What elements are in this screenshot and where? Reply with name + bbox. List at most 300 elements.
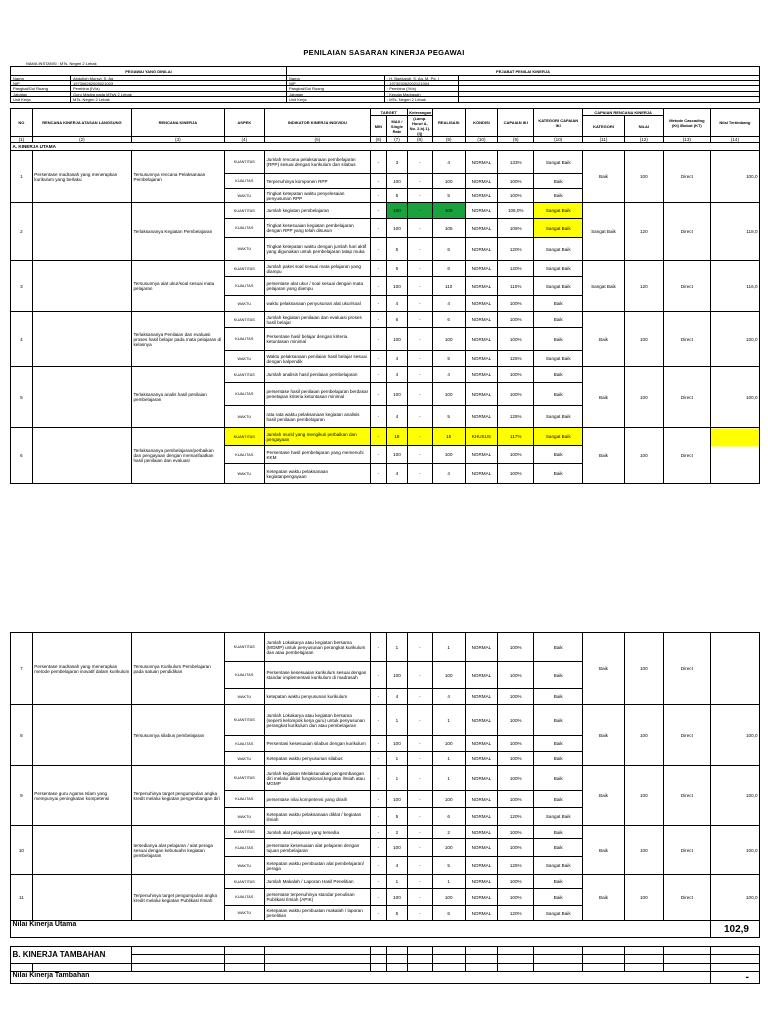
indikator-cell: Jumlah murid yang mengikuti perbaikan dan pengayaan <box>264 428 370 446</box>
nilai-rencana: 100 <box>624 766 663 826</box>
metode-cascading: Direct <box>663 633 710 705</box>
rencana-atasan <box>32 203 131 261</box>
kategori-capaian-cell: Sangat Baik <box>534 261 583 277</box>
keterangan-cell: - <box>407 826 432 839</box>
aspek-cell: KUALITAS <box>224 383 264 406</box>
kondisi-cell: NORMAL <box>465 736 498 752</box>
indikator-cell: Jumlah paket soal sesuai mata pelajaran yang diampu <box>264 261 370 277</box>
aspek-cell: KUANTITAS <box>224 261 264 277</box>
capaian-cell: 100% <box>498 752 534 766</box>
indikator-cell: Waktu pelaksanaan penilaian hasil belajar sesuai dengan kalpendik <box>264 351 370 367</box>
kategori-capaian-cell: Sangat Baik <box>534 351 583 367</box>
realisasi-cell: 6 <box>432 261 465 277</box>
capaian-cell: 100% <box>498 839 534 857</box>
aspek-cell: KUANTITAS <box>224 826 264 839</box>
keterangan-cell: - <box>407 791 432 808</box>
kondisi-cell: NORMAL <box>465 857 498 875</box>
kondisi-cell: NORMAL <box>465 406 498 428</box>
kondisi-cell: NORMAL <box>465 791 498 808</box>
pegawai-info-box <box>10 66 760 103</box>
target-max-cell: 100 <box>387 277 408 296</box>
kategori-capaian-cell: Sangat Baik <box>534 277 583 296</box>
kondisi-cell: NORMAL <box>465 662 498 689</box>
keterangan-cell: - <box>407 875 432 889</box>
col-number: (10) <box>465 137 498 143</box>
kondisi-cell: NORMAL <box>465 174 498 189</box>
section-a-label: A. KINERJA UTAMA <box>11 143 760 151</box>
kategori-capaian-cell: Baik <box>534 839 583 857</box>
realisasi-cell: 5 <box>432 857 465 875</box>
pegawai-empty <box>459 81 759 85</box>
kondisi-cell: NORMAL <box>465 277 498 296</box>
keterangan-cell: - <box>407 219 432 238</box>
table-row <box>11 826 760 839</box>
kategori-capaian-cell: Baik <box>534 662 583 689</box>
rencana-atasan: Persentase madrasah yang menerapkan kurikulum yang berlaku <box>32 151 131 203</box>
nilai-kinerja-tambahan-label: Nilai Kinerja Tambahan <box>11 972 711 984</box>
indikator-cell: persentase hasil penilaian pembelajaran berdasar penetapan kriteria ketuntasan minimal <box>264 383 370 406</box>
col-number: (14) <box>710 137 759 143</box>
realisasi-cell: 5 <box>432 351 465 367</box>
target-min-cell: - <box>370 633 386 662</box>
keterangan-cell: - <box>407 189 432 203</box>
indikator-cell: Jumlah analisis hasil penilaian pembelajaran <box>264 367 370 383</box>
realisasi-cell: 6 <box>432 906 465 921</box>
col-number: (8) <box>407 137 432 143</box>
nilai-tertimbang: 100,0 <box>710 151 759 203</box>
rencana-kinerja: Terpenuhinya target pengumpulan angka kredit melalui kegiatan Publikasi Ilmiah <box>132 875 225 921</box>
table-row <box>11 151 760 174</box>
aspek-cell: KUALITAS <box>224 889 264 906</box>
capaian-cell: 100% <box>498 791 534 808</box>
pegawai-key: Unit Kerja <box>11 97 71 102</box>
target-min-cell: - <box>370 689 386 705</box>
kategori-capaian-cell: Baik <box>534 889 583 906</box>
col-keterangan: Keterangan <box>409 109 432 115</box>
target-max-cell: 4 <box>387 689 408 705</box>
row-no: 4 <box>11 312 33 367</box>
kategori-rencana: Baik <box>583 766 624 826</box>
rencana-kinerja: Terpenuhinya target pengumpulan angka kredit melalui kegiatan pengembangan diri <box>132 766 225 826</box>
kategori-rencana: Baik <box>583 875 624 921</box>
metode-cascading: Direct <box>663 826 710 875</box>
target-max-cell: 5 <box>387 189 408 203</box>
kondisi-cell: NORMAL <box>465 906 498 921</box>
metode-cascading: Direct <box>663 367 710 428</box>
capaian-cell: 100% <box>498 189 534 203</box>
pejabat-value: : Pembina (IV/a) <box>385 86 459 90</box>
indikator-cell: Persentasi kesesuaian silabus dengan kurikulum <box>264 736 370 752</box>
kategori-capaian-cell: Baik <box>534 383 583 406</box>
table-row <box>11 312 760 328</box>
rencana-kinerja: Terlaksananya Kegiatan Pembelajaran <box>132 203 225 261</box>
target-max-cell: 100 <box>387 203 408 219</box>
col-number: (12) <box>624 137 663 143</box>
keterangan-cell: - <box>407 328 432 351</box>
capaian-cell: 100% <box>498 689 534 705</box>
kondisi-cell: NORMAL <box>465 151 498 174</box>
kondisi-cell: NORMAL <box>465 446 498 464</box>
target-min-cell: - <box>370 464 386 484</box>
kategori-rencana: Baik <box>583 312 624 367</box>
table-row <box>11 203 760 219</box>
kategori-capaian-cell: Baik <box>534 464 583 484</box>
pejabat-key: Unit Kerja <box>287 97 385 102</box>
kategori-capaian-cell: Sangat Baik <box>534 238 583 261</box>
table-row <box>11 633 760 662</box>
capaian-cell: 100% <box>498 633 534 662</box>
target-min-cell: - <box>370 351 386 367</box>
target-min-cell: - <box>370 174 386 189</box>
target-min-cell: - <box>370 752 386 766</box>
capaian-cell: 100% <box>498 367 534 383</box>
target-max-cell: 4 <box>387 367 408 383</box>
target-min-cell: - <box>370 906 386 921</box>
target-max-cell: 1 <box>387 633 408 662</box>
realisasi-cell: 4 <box>432 689 465 705</box>
nilai-tertimbang <box>710 633 759 705</box>
realisasi-cell: 15 <box>432 428 465 446</box>
nilai-tertimbang: 100,0 <box>710 367 759 428</box>
kategori-capaian-cell: Baik <box>534 328 583 351</box>
target-min-cell: - <box>370 826 386 839</box>
realisasi-cell: 110 <box>432 277 465 296</box>
kondisi-cell: NORMAL <box>465 633 498 662</box>
kategori-capaian-cell: Baik <box>534 446 583 464</box>
col-number: (6) <box>370 137 386 143</box>
indikator-cell: Tingkat kesesuaian kegiatan pembelajaran dengan RPP yang telah disusun <box>264 219 370 238</box>
target-max-cell: 5 <box>387 238 408 261</box>
row-no: 2 <box>11 203 33 261</box>
nilai-kinerja-utama-label: Nilai Kinerja Utama <box>11 921 711 938</box>
nilai-rencana: 100 <box>624 826 663 875</box>
metode-cascading: Direct <box>663 875 710 921</box>
capaian-cell: 100% <box>498 662 534 689</box>
keterangan-cell: - <box>407 367 432 383</box>
metode-cascading: Direct <box>663 151 710 203</box>
indikator-cell: ketepatan waktu penyusunan kurikulum <box>264 689 370 705</box>
capaian-cell: 120% <box>498 238 534 261</box>
indikator-cell: Jumlah kegiatan Melaksanakan pengembangan diri melalui diklat fungsional,kegiatan ilmiah atau MGMP <box>264 766 370 791</box>
keterangan-cell: - <box>407 428 432 446</box>
capaian-cell: 133% <box>498 151 534 174</box>
kategori-rencana: Sangat Baik <box>583 261 624 312</box>
table-row <box>11 428 760 446</box>
keterangan-cell: - <box>407 633 432 662</box>
nilai-kinerja-tambahan-value: - <box>710 972 759 984</box>
capaian-cell: 100% <box>498 736 534 752</box>
aspek-cell: KUALITAS <box>224 328 264 351</box>
indikator-cell: persentase kesesuaian alat pelajaran dengan tujuan pembelajaran <box>264 839 370 857</box>
kondisi-cell: NORMAL <box>465 383 498 406</box>
indikator-cell: Jumlah kegiatan penilaian dan evaluasi proses hasil belajar <box>264 312 370 328</box>
aspek-cell: KUALITAS <box>224 662 264 689</box>
realisasi-cell: 100 <box>432 889 465 906</box>
nilai-tertimbang <box>710 428 759 484</box>
kondisi-cell: NORMAL <box>465 351 498 367</box>
target-min-cell: - <box>370 261 386 277</box>
kategori-capaian-cell: Baik <box>534 791 583 808</box>
capaian-cell: 110% <box>498 277 534 296</box>
target-max-cell: 100 <box>387 839 408 857</box>
realisasi-cell: 100 <box>432 736 465 752</box>
nilai-tertimbang: 100,0 <box>710 875 759 921</box>
col-metode: Metode Cascading (Kt) /Bobot (KT) <box>663 109 710 137</box>
kondisi-cell: NORMAL <box>465 705 498 736</box>
realisasi-cell: 1 <box>432 705 465 736</box>
realisasi-cell: 100 <box>432 174 465 189</box>
pegawai-row <box>11 97 759 102</box>
aspek-cell: KUANTITAS <box>224 203 264 219</box>
kondisi-cell: NORMAL <box>465 367 498 383</box>
kategori-capaian-cell: Sangat Baik <box>534 428 583 446</box>
kategori-capaian-cell: Sangat Baik <box>534 808 583 826</box>
kondisi-cell: NORMAL <box>465 464 498 484</box>
nilai-tertimbang: 100,0 <box>710 826 759 875</box>
target-max-cell: 6 <box>387 312 408 328</box>
capaian-cell: 120% <box>498 808 534 826</box>
target-min-cell: - <box>370 189 386 203</box>
col-rencana: RENCANA KINERJA <box>132 109 225 137</box>
col-target: TARGET <box>370 109 407 116</box>
aspek-cell: KUALITAS <box>224 791 264 808</box>
table-row <box>11 367 760 383</box>
keterangan-cell: - <box>407 906 432 921</box>
target-max-cell: 1 <box>387 705 408 736</box>
nilai-rencana: 100 <box>624 705 663 766</box>
keterangan-cell: - <box>407 766 432 791</box>
keterangan-cell: - <box>407 261 432 277</box>
capaian-cell: 100% <box>498 312 534 328</box>
nilai-rencana: 100 <box>624 367 663 428</box>
nilai-rencana: 100 <box>624 875 663 921</box>
capaian-cell: 105% <box>498 219 534 238</box>
col-realisasi: REALISASI <box>432 109 465 137</box>
target-max-cell: 1 <box>387 875 408 889</box>
kondisi-cell: NORMAL <box>465 826 498 839</box>
nilai-tertimbang: 118,0 <box>710 203 759 261</box>
target-max-cell: 1 <box>387 766 408 791</box>
table-row <box>11 261 760 277</box>
target-min-cell: - <box>370 312 386 328</box>
kategori-capaian-cell: Sangat Baik <box>534 151 583 174</box>
section-b-label: B. KINERJA TAMBAHAN <box>11 946 132 963</box>
pegawai-empty <box>459 97 759 102</box>
target-min-cell: - <box>370 383 386 406</box>
keterangan-cell: - <box>407 808 432 826</box>
target-min-cell: - <box>370 662 386 689</box>
metode-cascading: Direct <box>663 766 710 826</box>
target-min-cell: - <box>370 889 386 906</box>
col-rencana-atasan: RENCANA KINERJA ATASAN LANGSUNG <box>32 109 131 137</box>
col-kategori: KATEGORI <box>583 116 624 137</box>
indikator-cell: Tingkat ketepatan waktu penyelesaian penyusunan RPP <box>264 189 370 203</box>
kategori-capaian-cell: Sangat Baik <box>534 857 583 875</box>
target-max-cell: 3 <box>387 151 408 174</box>
target-max-cell: 1 <box>387 752 408 766</box>
col-number: (4) <box>224 137 264 143</box>
nilai-rencana: 100 <box>624 312 663 367</box>
realisasi-cell: 6 <box>432 808 465 826</box>
kondisi-cell: NORMAL <box>465 808 498 826</box>
target-min-cell: - <box>370 875 386 889</box>
kondisi-cell: KHUSUS <box>465 428 498 446</box>
row-no: 3 <box>11 261 33 312</box>
col-no: NO <box>11 109 33 137</box>
row-no: 9 <box>11 766 33 826</box>
col-number: (13) <box>663 137 710 143</box>
indikator-cell: Jumlah Makalah / Laporan Hasil Penelitian <box>264 875 370 889</box>
col-number: (1) <box>11 137 33 143</box>
indikator-cell: Persentase hasil belajar dengan kriteria ketuntasan minimal <box>264 328 370 351</box>
nilai-rencana: 100 <box>624 151 663 203</box>
rencana-kinerja: Tersusunnya silabus pembelajaran <box>132 705 225 766</box>
indikator-cell: Ketepatan waktu pembuatan makalah / laporan penelitian <box>264 906 370 921</box>
indikator-cell: Ketepatan waktu pembuatan alat pembelajaran/ peraga <box>264 857 370 875</box>
realisasi-cell: 5 <box>432 406 465 428</box>
target-min-cell: - <box>370 736 386 752</box>
skp-table-page-1 <box>10 108 760 484</box>
capaian-cell: 100% <box>498 705 534 736</box>
indikator-cell: rata rata waktu pelaksanaan kegiatan analisis hasil penilaian pembelajaran <box>264 406 370 428</box>
target-min-cell: - <box>370 277 386 296</box>
keterangan-cell: - <box>407 464 432 484</box>
metode-cascading: Direct <box>663 428 710 484</box>
rencana-kinerja: Tersusunnya Kurikulum Pembelajaran pada satuan pendidikan <box>132 633 225 705</box>
target-max-cell: 5 <box>387 906 408 921</box>
kategori-capaian-cell: Baik <box>534 633 583 662</box>
target-min-cell: - <box>370 151 386 174</box>
target-max-cell: 5 <box>387 808 408 826</box>
pegawai-value: Abdulloh Mursyi, S. Ag <box>71 76 287 80</box>
nilai-rencana: 100 <box>624 428 663 484</box>
col-lamp: (Lamp. Huruf A, No. 2.b).1).(i)) <box>407 116 432 137</box>
kategori-capaian-cell: Baik <box>534 826 583 839</box>
kategori-rencana: Sangat Baik <box>583 203 624 261</box>
pegawai-key: Pangkat/Gol Ruang <box>11 86 71 90</box>
realisasi-cell: 4 <box>432 296 465 312</box>
capaian-cell: 100% <box>498 889 534 906</box>
target-min-cell: - <box>370 766 386 791</box>
instansi-label: NAMA INSTANSI : MTs. Negeri 2 Lebak <box>26 61 97 66</box>
indikator-cell: waktu pelaksanaan penyusunan alat ukur/soal <box>264 296 370 312</box>
document-title: PENILAIAN SASARAN KINERJA PEGAWAI <box>303 48 465 57</box>
kondisi-cell: NORMAL <box>465 752 498 766</box>
metode-cascading: Direct <box>663 312 710 367</box>
nilai-tertimbang: 100,0 <box>710 766 759 826</box>
aspek-cell: WAKTU <box>224 189 264 203</box>
kondisi-cell: NORMAL <box>465 238 498 261</box>
col-capaian-rencana: CAPAIAN RENCANA KINERJA <box>583 109 664 116</box>
indikator-cell: persentase alat ukur / soal sesuai dengan mata pelajaran yang diampu <box>264 277 370 296</box>
aspek-cell: WAKTU <box>224 296 264 312</box>
realisasi-cell: 1 <box>432 766 465 791</box>
row-no: 5 <box>11 367 33 428</box>
pejabat-value: : 197303062002121004 <box>385 81 459 85</box>
keterangan-cell: - <box>407 889 432 906</box>
aspek-cell: KUANTITAS <box>224 428 264 446</box>
col-kategori-capaian: KATEGORI CAPAIAN IKI <box>534 109 583 137</box>
target-max-cell: 100 <box>387 446 408 464</box>
nilai-rencana: 120 <box>624 261 663 312</box>
kondisi-cell: NORMAL <box>465 296 498 312</box>
capaian-cell: 100% <box>498 296 534 312</box>
kategori-rencana: Baik <box>583 705 624 766</box>
target-max-cell: 4 <box>387 857 408 875</box>
target-max-cell: 100 <box>387 219 408 238</box>
nilai-rencana: 120 <box>624 203 663 261</box>
target-min-cell: - <box>370 808 386 826</box>
pegawai-key: NIP <box>11 81 71 85</box>
kategori-capaian-cell: Sangat Baik <box>534 906 583 921</box>
kategori-rencana: Baik <box>583 367 624 428</box>
keterangan-cell: - <box>407 203 432 219</box>
capaian-cell: 100% <box>498 174 534 189</box>
target-max-cell: 100 <box>387 662 408 689</box>
capaian-cell: 108,0% <box>498 203 534 219</box>
aspek-cell: WAKTU <box>224 752 264 766</box>
capaian-cell: 120% <box>498 906 534 921</box>
target-min-cell: - <box>370 857 386 875</box>
keterangan-cell: - <box>407 857 432 875</box>
realisasi-cell: 100 <box>432 791 465 808</box>
indikator-cell: Jumlah Lokakarya atau kegiatan bersama (seperti kelompok kerja guru) untuk penyusunan perangkat kurikulum dan atau pembelajaran <box>264 705 370 736</box>
rencana-atasan <box>32 826 131 875</box>
rencana-atasan <box>32 705 131 766</box>
aspek-cell: WAKTU <box>224 689 264 705</box>
rencana-atasan <box>32 875 131 921</box>
rencana-atasan <box>32 428 131 484</box>
capaian-cell: 100% <box>498 766 534 791</box>
rencana-kinerja: Terlaksananya pembelajaran/perbaikan dan pengayaan dengan memanfaatkan hasil penilaian dan evaluasi <box>132 428 225 484</box>
col-number: (5) <box>264 137 370 143</box>
realisasi-cell: 100 <box>432 383 465 406</box>
realisasi-cell: 100 <box>432 446 465 464</box>
col-number: (10) <box>534 137 583 143</box>
col-tertimbang: Nilai Tertimbang <box>710 109 759 137</box>
target-min-cell: - <box>370 839 386 857</box>
capaian-cell: 100% <box>498 464 534 484</box>
kategori-capaian-cell: Baik <box>534 752 583 766</box>
aspek-cell: WAKTU <box>224 406 264 428</box>
pegawai-key: Jabatan <box>11 92 71 96</box>
metode-cascading: Direct <box>663 203 710 261</box>
pegawai-value: Pembina (IV/a) <box>71 86 287 90</box>
rencana-atasan: Persentase guru Agama Islam yang mempunyai peningkatan kompetensi <box>32 766 131 826</box>
table-row <box>11 875 760 889</box>
col-number: (3) <box>132 137 225 143</box>
target-min-cell: - <box>370 428 386 446</box>
target-min-cell: - <box>370 238 386 261</box>
col-min: MIN <box>370 116 386 137</box>
realisasi-cell: 105 <box>432 219 465 238</box>
target-min-cell: - <box>370 296 386 312</box>
kondisi-cell: NORMAL <box>465 189 498 203</box>
aspek-cell: KUANTITAS <box>224 151 264 174</box>
kondisi-cell: NORMAL <box>465 889 498 906</box>
keterangan-cell: - <box>407 752 432 766</box>
pejabat-key: Jabatan <box>287 92 385 96</box>
aspek-cell: KUALITAS <box>224 736 264 752</box>
realisasi-cell: 1 <box>432 633 465 662</box>
pejabat-key: Nama <box>287 76 385 80</box>
col-number: (9) <box>498 137 534 143</box>
pejabat-penilai-header: PEJABAT PENILAI KINERJA <box>496 69 550 74</box>
rencana-atasan: Persentase madrasah yang menerapkan metode pembelajaran inovatif dalam kurikulum <box>32 633 131 705</box>
capaian-cell: 100% <box>498 383 534 406</box>
kategori-capaian-cell: Baik <box>534 875 583 889</box>
target-max-cell: 100 <box>387 174 408 189</box>
